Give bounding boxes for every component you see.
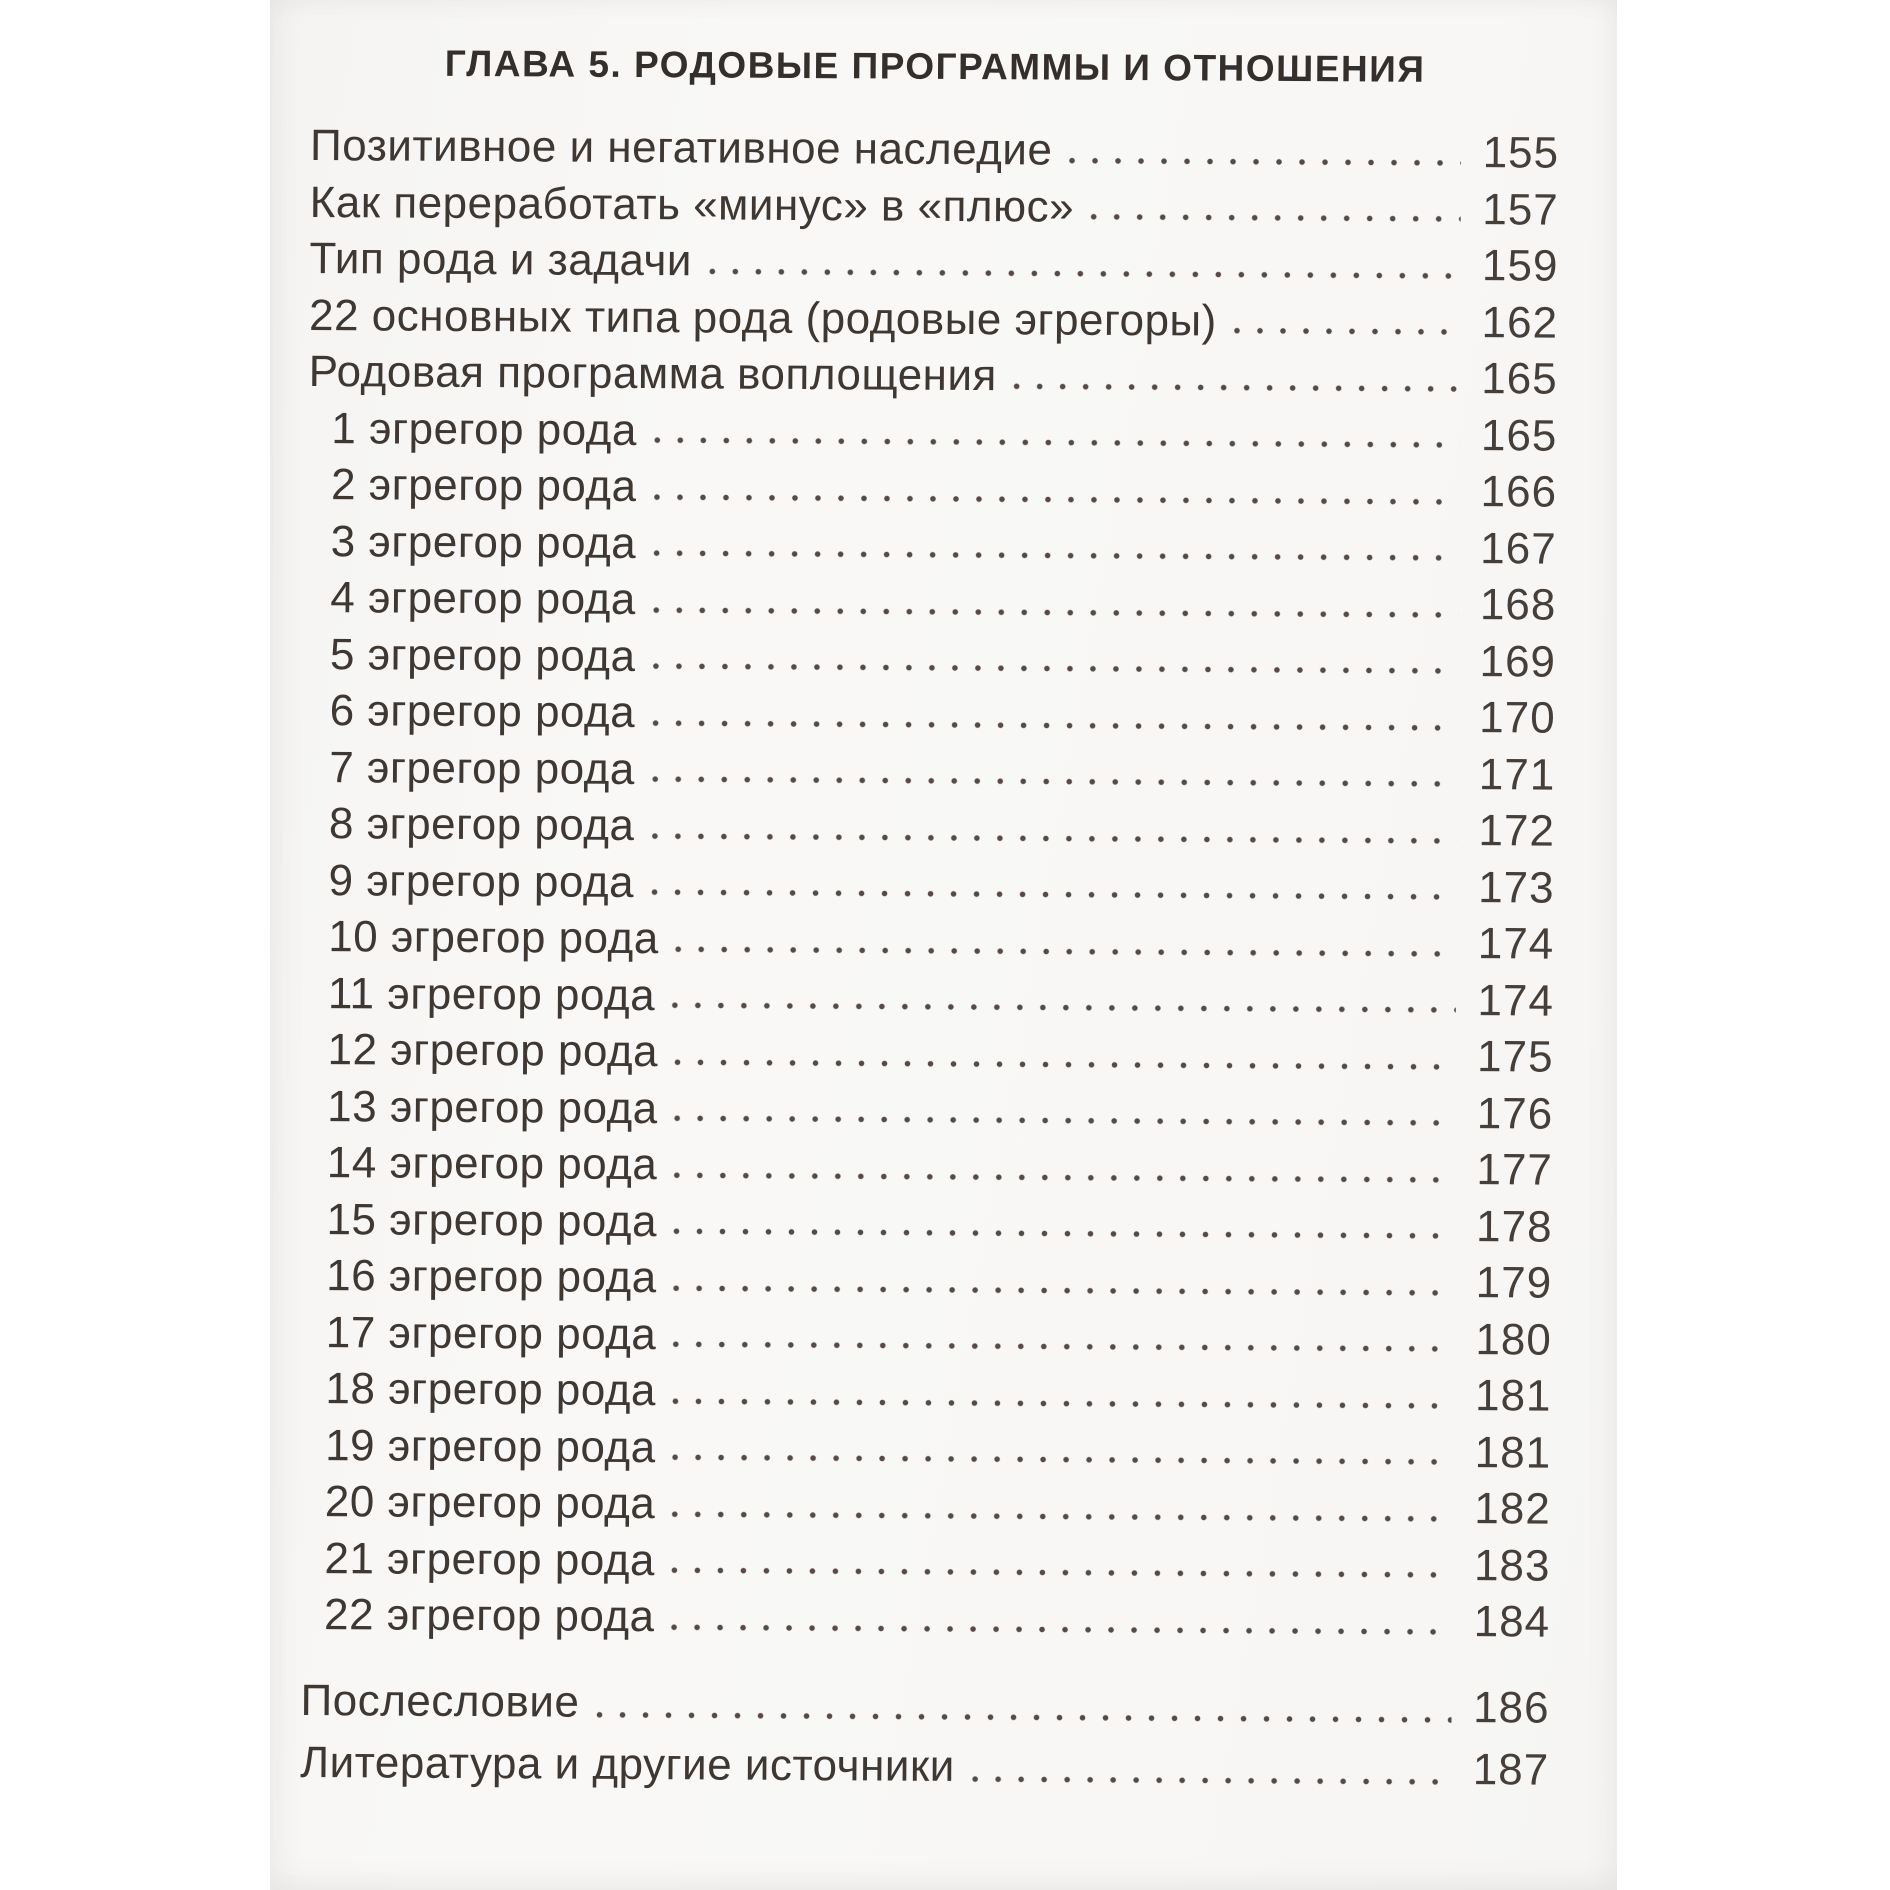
toc-leader-dots [1233, 326, 1460, 338]
toc-entry-label: 21 эгрегор рода [324, 1533, 656, 1585]
toc-leader-dots [650, 831, 1457, 847]
toc-entry-page: 165 [1480, 410, 1558, 461]
toc-entry [304, 1022, 1553, 1086]
toc-leader-dots [674, 1113, 1456, 1129]
toc-entry-label: 15 эгрегор рода [326, 1194, 658, 1246]
toc-entry [305, 965, 1554, 1029]
toc-entry-label: 6 эгрегор рода [329, 686, 636, 738]
toc-leader-dots [651, 774, 1458, 790]
toc-entry-page: 176 [1476, 1088, 1554, 1139]
toc-leader-dots [671, 1509, 1453, 1525]
toc-entry [308, 457, 1557, 521]
toc-leader-dots [674, 1057, 1456, 1073]
toc-entry-page: 182 [1474, 1484, 1551, 1534]
toc-leader-dots [675, 944, 1457, 960]
toc-entry-label: 1 эгрегор рода [331, 403, 638, 455]
toc-entry-label: 10 эгрегор рода [328, 912, 659, 964]
toc-entry-page: 155 [1482, 128, 1560, 178]
toc-entry-label: 4 эгрегор рода [330, 573, 637, 625]
toc-leader-dots [671, 1565, 1453, 1581]
toc-leader-dots [708, 266, 1461, 282]
toc-entry-label: Литература и другие источники [300, 1737, 955, 1791]
toc-entry-page: 186 [1473, 1682, 1550, 1733]
toc-entry [300, 1731, 1549, 1801]
toc-leader-dots [1090, 212, 1461, 225]
toc-leader-dots [672, 1452, 1454, 1468]
toc-leader-dots [652, 492, 1459, 508]
toc-leader-dots [671, 1622, 1453, 1638]
toc-entry-label: 8 эгрегор рода [328, 799, 635, 851]
toc-entry-page: 171 [1478, 749, 1556, 800]
toc-leader-dots [1068, 155, 1461, 168]
toc-leader-dots [672, 1339, 1454, 1355]
toc-leader-dots [650, 887, 1457, 903]
toc-entry-label: 13 эгрегор рода [327, 1081, 658, 1133]
toc-entry [306, 683, 1555, 747]
chapter-heading: ГЛАВА 5. РОДОВЫЕ ПРОГРАММЫ И ОТНОШЕНИЯ [444, 42, 1426, 90]
toc-leader-dots [652, 605, 1459, 621]
toc-entry [309, 287, 1558, 351]
toc-list [300, 118, 1559, 1801]
toc-entry-label: 5 эгрегор рода [329, 629, 636, 681]
toc-entry [307, 570, 1556, 634]
toc-entry [302, 1361, 1551, 1425]
toc-entry-page: 170 [1479, 693, 1556, 743]
toc-entry [301, 1530, 1550, 1594]
toc-entry-label: 14 эгрегор рода [326, 1138, 658, 1190]
toc-leader-dots [651, 661, 1458, 677]
toc-leader-dots [651, 718, 1458, 734]
toc-entry-page: 184 [1473, 1597, 1551, 1647]
toc-leader-dots [653, 435, 1460, 451]
toc-entry [307, 626, 1556, 690]
toc-leader-dots [673, 1226, 1455, 1242]
toc-leader-dots [971, 1774, 1452, 1788]
toc-leader-dots [673, 1283, 1455, 1299]
toc-entry [304, 1135, 1553, 1199]
toc-leader-dots [652, 548, 1459, 564]
toc-entry-page: 168 [1479, 580, 1557, 630]
toc-leader-dots [672, 1396, 1454, 1412]
toc-entry [309, 231, 1558, 295]
toc-entry [310, 174, 1559, 238]
toc-leader-dots [1013, 381, 1460, 395]
toc-entry-page: 175 [1476, 1032, 1554, 1082]
toc-entry-label: 2 эгрегор рода [330, 460, 637, 512]
toc-entry-label: 22 основных типа рода (родовые эгрегоры) [308, 290, 1217, 346]
toc-entry-label: 12 эгрегор рода [327, 1025, 659, 1077]
toc-entry-page: 180 [1475, 1314, 1552, 1365]
toc-entry-page: 159 [1481, 241, 1559, 291]
toc-entry-page: 173 [1478, 862, 1555, 913]
toc-entry [305, 852, 1554, 916]
toc-entry [304, 1078, 1553, 1142]
toc-entry-page: 183 [1473, 1540, 1551, 1591]
toc-entry [303, 1191, 1552, 1255]
toc-entry-label: Позитивное и негативное наследие [309, 121, 1053, 175]
toc-entry-label: 3 эгрегор рода [330, 516, 637, 568]
toc-entry-label: Тип рода и задачи [309, 234, 693, 286]
toc-entry-page: 179 [1475, 1258, 1553, 1308]
toc-entry-label: Как переработать «минус» в «плюс» [309, 177, 1075, 232]
toc-entry-page: 157 [1482, 184, 1559, 235]
toc-entry-label: 20 эгрегор рода [324, 1477, 656, 1529]
toc-entry [302, 1417, 1551, 1481]
toc-entry [301, 1587, 1550, 1651]
toc-entry-page: 187 [1472, 1744, 1550, 1795]
toc-entry [303, 1304, 1552, 1368]
toc-entry-page: 169 [1479, 636, 1557, 687]
toc-entry-page: 165 [1481, 354, 1558, 404]
toc-entry-label: 17 эгрегор рода [325, 1307, 657, 1359]
toc-entry [308, 513, 1557, 577]
toc-entry-label: 7 эгрегор рода [329, 742, 635, 794]
toc-leader-dots [595, 1709, 1451, 1725]
toc-entry [302, 1474, 1551, 1538]
toc-entry [305, 909, 1554, 973]
toc-entry [308, 400, 1557, 464]
toc-entry-label: 19 эгрегор рода [325, 1420, 656, 1472]
toc-leader-dots [671, 1000, 1456, 1016]
toc-entry-page: 177 [1476, 1145, 1554, 1195]
toc-entry-page: 174 [1477, 975, 1555, 1026]
toc-entry [309, 344, 1558, 408]
toc-entry-page: 162 [1481, 297, 1559, 348]
toc-entry-page: 178 [1475, 1201, 1553, 1252]
toc-entry-label: Послесловие [300, 1675, 580, 1727]
toc-entry-label: 18 эгрегор рода [325, 1364, 657, 1416]
toc-entry-label: 22 эгрегор рода [323, 1590, 655, 1642]
toc-entry-label: Родовая программа воплощения [308, 347, 997, 401]
toc-entry [306, 739, 1555, 803]
toc-entry-page: 181 [1474, 1427, 1552, 1478]
toc-entry-page: 167 [1480, 523, 1557, 574]
toc-entry-label: 11 эгрегор рода [327, 968, 656, 1020]
toc-entry-page: 181 [1474, 1371, 1552, 1421]
toc-entry-page: 172 [1478, 806, 1556, 856]
book-page [270, 0, 1617, 1890]
toc-entry [300, 1669, 1549, 1739]
toc-entry [306, 796, 1555, 860]
toc-entry-page: 174 [1477, 919, 1555, 969]
toc-leader-dots [673, 1170, 1455, 1186]
page-content [300, 0, 1560, 1801]
toc-entry-label: 16 эгрегор рода [326, 1251, 657, 1303]
toc-entry [310, 118, 1559, 182]
toc-entry-page: 166 [1480, 467, 1558, 517]
toc-entry-label: 9 эгрегор рода [328, 855, 635, 907]
toc-entry [303, 1248, 1552, 1312]
